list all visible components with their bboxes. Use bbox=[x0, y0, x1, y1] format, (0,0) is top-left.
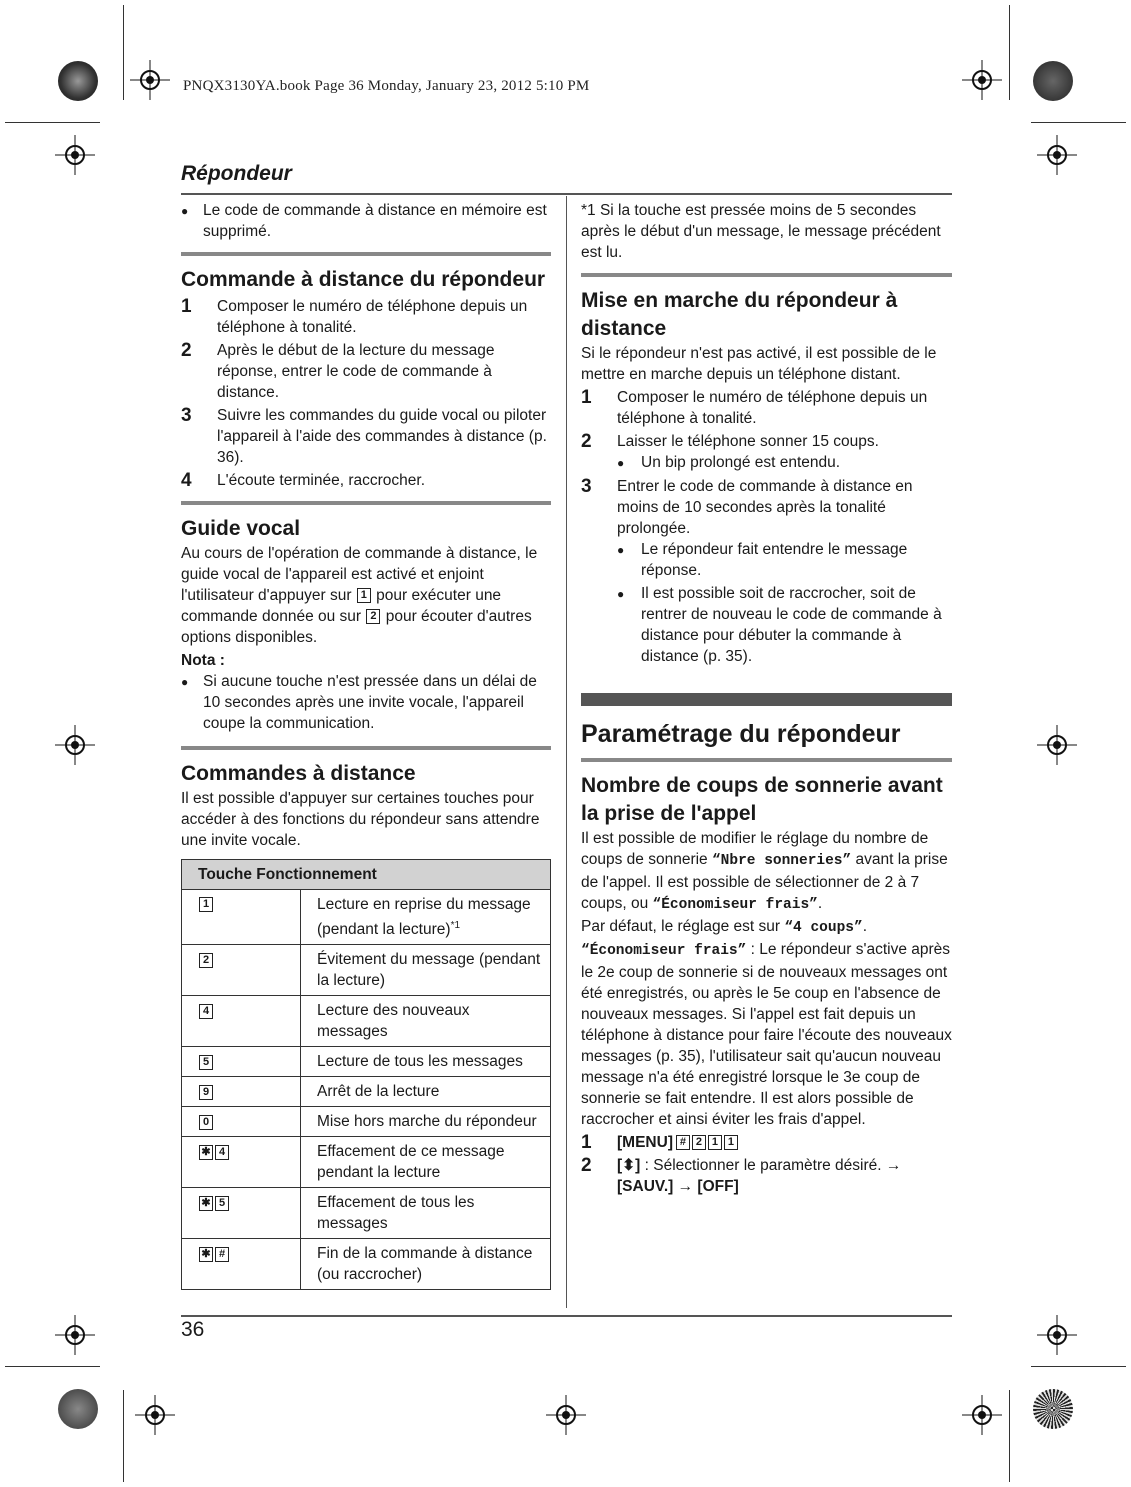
remote-steps-list bbox=[181, 296, 551, 491]
key-cell bbox=[182, 996, 301, 1047]
key-icon: 2 bbox=[199, 953, 213, 968]
step: 3 Suivre les commandes du guide vocal ou piloter l'appareil à l'aide des commandes à distance (p. 36). bbox=[181, 405, 547, 466]
function-cell: Évitement du message (pendant la lecture) bbox=[301, 945, 551, 996]
list-item: ● Si aucune touche n'est pressée dans un délai de 10 secondes après une invite vocale, l'appareil coupe la communication. bbox=[181, 673, 537, 732]
guide-paragraph: Au cours de l'opération de commande à distance, le guide vocal de l'appareil est activé et enjoint l'utilisateur d'appuyer sur 1 pour exécuter une commande donnée ou sur 2 pour écouter d'autres options disponibles. bbox=[181, 545, 538, 646]
color-target-top-right bbox=[1033, 61, 1073, 101]
key-cell bbox=[182, 1077, 301, 1107]
nota-label: Nota : bbox=[181, 652, 225, 669]
step: 2 Après le début de la lecture du message réponse, entrer le code de commande à distance. bbox=[181, 340, 495, 401]
function-cell: Lecture des nouveaux messages bbox=[301, 996, 551, 1047]
section-rule bbox=[181, 193, 952, 195]
footer-rule bbox=[181, 1315, 952, 1317]
table-header: Touche Fonctionnement bbox=[182, 860, 551, 890]
registration-mark-left-middle bbox=[55, 725, 95, 765]
sub-bullet: ● Il est possible soit de raccrocher, soit de rentrer de nouveau le code de commande à distance pour débuter la commande à distance (p. 35). bbox=[617, 585, 942, 665]
function-cell: Effacement de ce message pendant la lecture bbox=[301, 1137, 551, 1188]
step: 3 Entrer le code de commande à distance en moins de 10 secondes après la tonalité prolongée. bbox=[581, 476, 913, 537]
rings-paragraph-2: Par défaut, le réglage est sur “4 coups”. bbox=[581, 918, 867, 936]
sub-bullet: ● Un bip prolongé est entendu. bbox=[617, 454, 841, 471]
function-cell: Lecture en reprise du message (pendant la lecture)$^{*1}$ bbox=[301, 890, 551, 945]
registration-mark-right-middle bbox=[1037, 725, 1077, 765]
registration-mark-left-lower bbox=[55, 1315, 95, 1355]
page-number: 36 bbox=[181, 1318, 205, 1341]
registration-mark-bottom-left bbox=[135, 1395, 175, 1435]
rings-paragraph-3: “Économiseur frais” : Le répondeur s'active après le 2e coup de sonnerie si de nouveaux messages ont été enregistrés, ou après le 5e coup en l'absence de nouveaux messages. Si l'appel est fait depuis un téléphone à distance pour faire l'écoute des nouveaux messages (p. 35), l'utilisateur sait qu'aucun nouveau message n'a été enregistré lorsque le 3e coup de sonnerie se fait entendre. Il est alors possible de raccrocher et ainsi éviter les frais d'appel. bbox=[581, 941, 952, 1128]
menu-key-sequence bbox=[675, 1132, 739, 1153]
function-cell: Mise hors marche du répondeur bbox=[301, 1107, 551, 1137]
step: 1 [MENU] # 2 1 1 bbox=[581, 1132, 952, 1153]
crop-line bbox=[123, 5, 124, 100]
table-row bbox=[182, 890, 551, 945]
step: 1 Composer le numéro de téléphone depuis un téléphone à tonalité. bbox=[581, 387, 928, 427]
divider bbox=[581, 273, 952, 277]
function-cell: Lecture de tous les messages bbox=[301, 1047, 551, 1077]
footnote: *1 Si la touche est pressée moins de 5 secondes après le début d'un message, le message précédent est lu. bbox=[581, 202, 941, 261]
key-icon: 0 bbox=[199, 1115, 213, 1130]
divider bbox=[181, 501, 551, 505]
key-cell bbox=[182, 945, 301, 996]
commands-table bbox=[181, 859, 551, 1290]
table-row bbox=[182, 1188, 551, 1239]
left-column bbox=[181, 200, 551, 1290]
registration-mark-right-lower bbox=[1037, 1315, 1077, 1355]
step: 4 L'écoute terminée, raccrocher. bbox=[181, 470, 426, 491]
key-2-icon: 2 bbox=[366, 609, 380, 624]
crop-line bbox=[123, 1390, 124, 1482]
key-1-icon: 1 bbox=[357, 588, 371, 603]
key-cell bbox=[182, 890, 301, 945]
commands-title: Commandes à distance bbox=[181, 762, 416, 785]
function-cell: Effacement de tous les messages bbox=[301, 1188, 551, 1239]
table-row bbox=[182, 1107, 551, 1137]
crop-line bbox=[5, 122, 100, 123]
key-icon: 1 bbox=[199, 897, 213, 912]
key-icon: 1 bbox=[708, 1135, 722, 1150]
rings-title: Nombre de coups de sonnerie avant la prise de l'appel bbox=[581, 774, 943, 825]
key-cell bbox=[182, 1239, 301, 1290]
table-row bbox=[182, 945, 551, 996]
table-row bbox=[182, 1077, 551, 1107]
key-icon: # bbox=[215, 1247, 229, 1262]
commands-paragraph: Il est possible d'appuyer sur certaines touches pour accéder à des fonctions du répondeur sans attendre une invite vocale. bbox=[181, 790, 540, 849]
crop-line bbox=[1031, 1366, 1126, 1367]
key-icon: ✱ bbox=[199, 1145, 213, 1160]
key-icon: 5 bbox=[215, 1196, 229, 1211]
crop-line bbox=[1009, 1390, 1010, 1482]
list-item: ● Le code de commande à distance en mémoire est supprimé. bbox=[181, 202, 547, 240]
table-row bbox=[182, 1239, 551, 1290]
nav-key-icon: ⬍ bbox=[622, 1157, 636, 1174]
divider bbox=[181, 746, 551, 750]
key-cell bbox=[182, 1188, 301, 1239]
param-title: Paramétrage du répondeur bbox=[581, 720, 901, 748]
footnote-ref: *1 bbox=[450, 920, 461, 931]
registration-mark-left-upper bbox=[55, 135, 95, 175]
key-icon: 2 bbox=[692, 1135, 706, 1150]
step: 1 Composer le numéro de téléphone depuis un téléphone à tonalité. bbox=[181, 296, 528, 336]
guide-title: Guide vocal bbox=[181, 517, 301, 540]
registration-mark-top-right bbox=[962, 60, 1002, 100]
key-icon: 4 bbox=[215, 1145, 229, 1160]
running-head: PNQX3130YA.book Page 36 Monday, January 23, 2012 5:10 PM bbox=[183, 78, 590, 94]
table-row bbox=[182, 1047, 551, 1077]
key-icon: ✱ bbox=[199, 1247, 213, 1262]
step: 2 [⬍] : Sélectionner le paramètre désiré. → [SAUV.] → [OFF] bbox=[581, 1155, 902, 1195]
column-divider bbox=[566, 196, 567, 1308]
divider bbox=[181, 252, 551, 256]
rings-paragraph-1: Il est possible de modifier le réglage du nombre de coups de sonnerie “Nbre sonneries” avant la prise de l'appel. Il est possible de sélectionner de 2 à 7 coups, ou “Économiseur frais”. bbox=[581, 830, 948, 913]
color-target-top-left bbox=[58, 61, 98, 101]
divider bbox=[581, 758, 952, 762]
crop-line bbox=[1031, 122, 1126, 123]
section-title: Répondeur bbox=[181, 162, 292, 185]
sub-bullet: ● Le répondeur fait entendre le message réponse. bbox=[617, 541, 908, 579]
key-cell bbox=[182, 1107, 301, 1137]
key-cell bbox=[182, 1047, 301, 1077]
key-icon: 1 bbox=[724, 1135, 738, 1150]
table-row bbox=[182, 996, 551, 1047]
key-icon: # bbox=[676, 1135, 690, 1150]
registration-mark-bottom-right bbox=[962, 1395, 1002, 1435]
key-icon: 4 bbox=[199, 1004, 213, 1019]
function-cell: Fin de la commande à distance (ou raccrocher) bbox=[301, 1239, 551, 1290]
remote-on-paragraph: Si le répondeur n'est pas activé, il est possible de le mettre en marche depuis un téléphone distant. bbox=[581, 345, 937, 383]
registration-mark-top-left bbox=[130, 60, 170, 100]
function-cell: Arrêt de la lecture bbox=[301, 1077, 551, 1107]
crop-line bbox=[1009, 5, 1010, 100]
color-target-bottom-right bbox=[1033, 1389, 1073, 1429]
remote-on-title: Mise en marche du répondeur à distance bbox=[581, 289, 898, 340]
crop-line bbox=[5, 1366, 100, 1367]
color-target-bottom-left bbox=[58, 1389, 98, 1429]
remote-title: Commande à distance du répondeur bbox=[181, 268, 546, 291]
chapter-bar bbox=[581, 693, 952, 706]
right-column bbox=[581, 200, 952, 1197]
key-icon: ✱ bbox=[199, 1196, 213, 1211]
key-icon: 9 bbox=[199, 1085, 213, 1100]
registration-mark-right-upper bbox=[1037, 135, 1077, 175]
registration-mark-bottom-center bbox=[546, 1395, 586, 1435]
key-cell bbox=[182, 1137, 301, 1188]
key-icon: 5 bbox=[199, 1055, 213, 1070]
step: 2 Laisser le téléphone sonner 15 coups. bbox=[581, 431, 879, 452]
table-row bbox=[182, 1137, 551, 1188]
